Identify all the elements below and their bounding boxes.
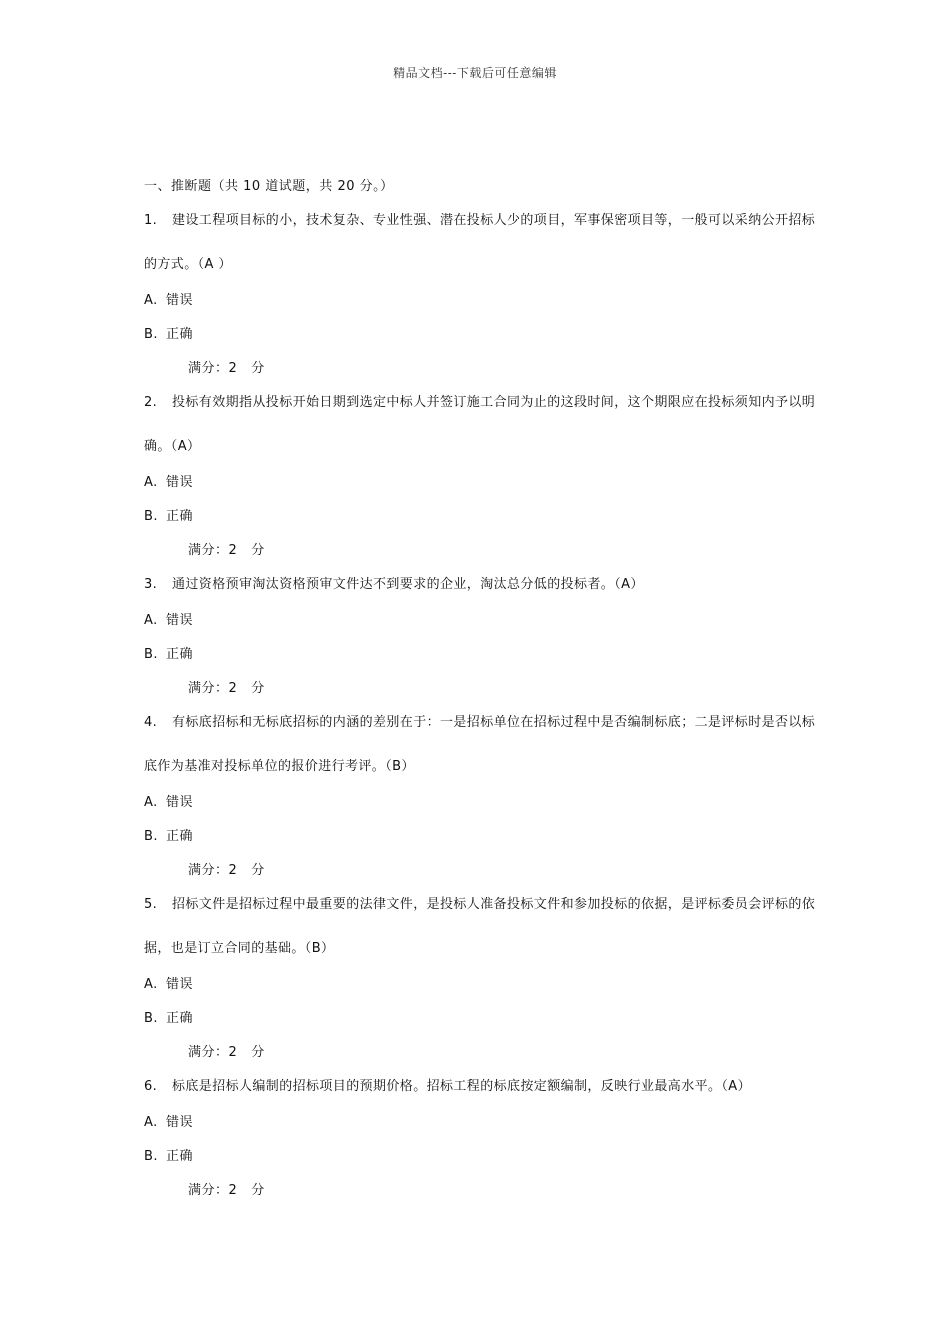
score-unit: 分 [251, 361, 265, 376]
score-label: 满分：2 [188, 543, 238, 558]
question-score [144, 860, 816, 882]
option-letter: A. [144, 475, 158, 490]
question-number: 6. [144, 1079, 158, 1094]
option-label: 错误 [166, 1115, 194, 1130]
document-body [144, 176, 816, 1202]
score-unit: 分 [251, 543, 265, 558]
question-item [144, 381, 816, 562]
option-letter: B. [144, 1149, 159, 1164]
question-stem [144, 563, 816, 607]
question-text: 通过资格预审淘汰资格预审文件达不到要求的企业，淘汰总分低的投标者。（A） [172, 577, 644, 592]
question-list [144, 199, 816, 1202]
answer-option [144, 506, 816, 528]
question-item [144, 199, 816, 380]
option-label: 正确 [166, 829, 194, 844]
answer-option [144, 610, 816, 632]
question-stem [144, 701, 816, 789]
question-item [144, 883, 816, 1064]
option-label: 错误 [166, 475, 194, 490]
option-label: 正确 [166, 509, 194, 524]
score-unit: 分 [251, 863, 265, 878]
question-stem [144, 199, 816, 287]
question-score [144, 540, 816, 562]
question-score [144, 358, 816, 380]
option-letter: B. [144, 1011, 159, 1026]
question-number: 4. [144, 715, 158, 730]
answer-option [144, 290, 816, 312]
option-label: 错误 [166, 795, 194, 810]
option-label: 正确 [166, 327, 194, 342]
score-label: 满分：2 [188, 1183, 238, 1198]
answer-option [144, 792, 816, 814]
answer-option [144, 1112, 816, 1134]
option-label: 正确 [166, 647, 194, 662]
score-unit: 分 [251, 681, 265, 696]
question-stem [144, 883, 816, 971]
page-header: 精品文档---下载后可任意编辑 [393, 66, 557, 80]
option-letter: B. [144, 647, 159, 662]
option-label: 错误 [166, 613, 194, 628]
question-stem [144, 1065, 816, 1109]
question-stem [144, 381, 816, 469]
option-label: 正确 [166, 1149, 194, 1164]
question-text: 建设工程项目标的小，技术复杂、专业性强、潜在投标人少的项目，军事保密项目等，一般可以采纳公开招标的方式。（A ） [144, 213, 816, 272]
question-item [144, 701, 816, 882]
question-item [144, 563, 816, 700]
question-number: 1. [144, 213, 158, 228]
option-letter: A. [144, 1115, 158, 1130]
option-letter: A. [144, 977, 158, 992]
question-text: 有标底招标和无标底招标的内涵的差别在于：一是招标单位在招标过程中是否编制标底；二是评标时是否以标底作为基准对投标单位的报价进行考评。（B） [144, 715, 816, 774]
answer-option [144, 644, 816, 666]
question-score [144, 678, 816, 700]
score-unit: 分 [251, 1045, 265, 1060]
score-unit: 分 [251, 1183, 265, 1198]
option-letter: B. [144, 829, 159, 844]
score-label: 满分：2 [188, 361, 238, 376]
question-number: 2. [144, 395, 158, 410]
option-label: 错误 [166, 977, 194, 992]
score-label: 满分：2 [188, 1045, 238, 1060]
answer-option [144, 324, 816, 346]
option-letter: B. [144, 509, 159, 524]
option-letter: A. [144, 613, 158, 628]
answer-option [144, 472, 816, 494]
question-text: 投标有效期指从投标开始日期到选定中标人并签订施工合同为止的这段时间，这个期限应在投标须知内予以明确。（A） [144, 395, 816, 454]
answer-option [144, 1008, 816, 1030]
answer-option [144, 1146, 816, 1168]
question-score [144, 1042, 816, 1064]
question-number: 5. [144, 897, 158, 912]
section-title: 一、推断题（共 10 道试题，共 20 分。） [144, 179, 394, 194]
option-letter: A. [144, 795, 158, 810]
score-label: 满分：2 [188, 681, 238, 696]
answer-option [144, 974, 816, 996]
option-letter: A. [144, 293, 158, 308]
answer-option [144, 826, 816, 848]
question-item [144, 1065, 816, 1202]
option-label: 错误 [166, 293, 194, 308]
question-text: 标底是招标人编制的招标项目的预期价格。招标工程的标底按定额编制，反映行业最高水平。（A） [172, 1079, 751, 1094]
question-text: 招标文件是招标过程中最重要的法律文件，是投标人准备投标文件和参加投标的依据，是评标委员会评标的依据，也是订立合同的基础。（B） [144, 897, 816, 956]
question-score [144, 1180, 816, 1202]
option-label: 正确 [166, 1011, 194, 1026]
score-label: 满分：2 [188, 863, 238, 878]
question-number: 3. [144, 577, 158, 592]
option-letter: B. [144, 327, 159, 342]
